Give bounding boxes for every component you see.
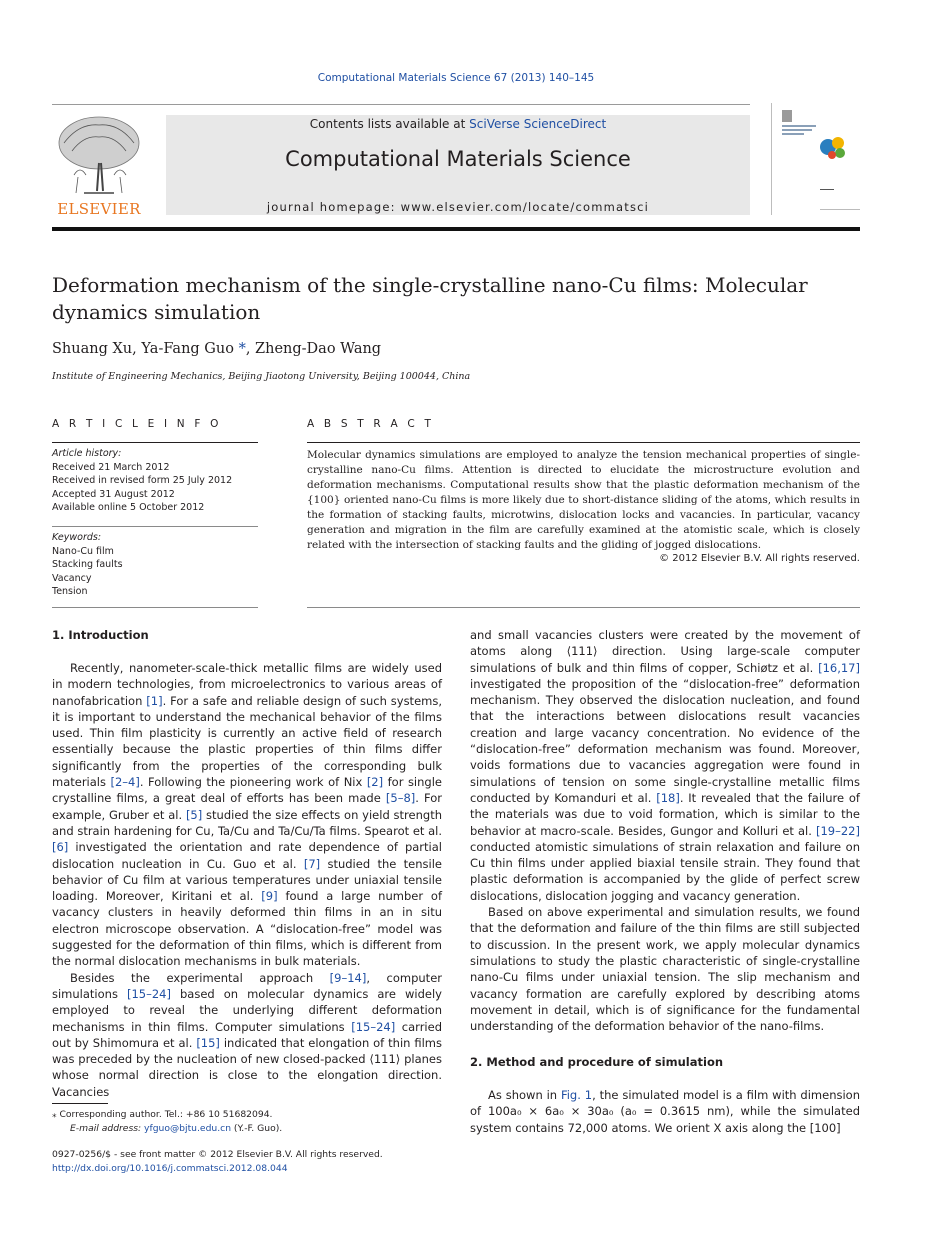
journal-cover-thumbnail: [771, 103, 860, 215]
text-run: based on molecular dynamics are widely employed to reveal the underlying different deformation mechanisms in thin films. Computer simulations: [52, 986, 442, 1034]
journal-cover-icon: [780, 107, 860, 213]
abstract-label: A B S T R A C T: [307, 418, 435, 430]
elsevier-tree-icon: [54, 113, 144, 197]
masthead-bottom-rule: [52, 227, 860, 231]
footnote-rule: [52, 1103, 108, 1104]
citation-link[interactable]: [2–4]: [110, 775, 140, 790]
keywords: [52, 531, 123, 599]
author-list: [52, 341, 381, 357]
text-run: carried out by Shimomura et al.: [52, 1019, 442, 1050]
keyword-item: Vacancy: [52, 572, 92, 584]
contents-prefix: Contents lists available at: [309, 117, 470, 131]
text-run: Besides the experimental approach: [70, 970, 330, 985]
abstract-copyright: © 2012 Elsevier B.V. All rights reserved.: [659, 553, 860, 564]
text-run: . Following the pioneering work of Nix: [139, 775, 367, 790]
citation-link[interactable]: [16,17]: [818, 660, 860, 675]
section-heading-introduction: 1. Introduction: [52, 628, 149, 642]
email-note: [52, 1122, 442, 1136]
doi-link[interactable]: http://dx.doi.org/10.1016/j.commatsci.2012.08.044: [52, 1163, 288, 1174]
citation-link[interactable]: [15–24]: [126, 986, 171, 1001]
citation-link[interactable]: [7]: [303, 856, 321, 871]
email-link[interactable]: yfguo@bjtu.edu.cn: [144, 1123, 232, 1134]
article-info-bottom-rule: [52, 607, 258, 608]
journal-homepage[interactable]: journal homepage: www.elsevier.com/locate/commatsci: [266, 200, 650, 214]
journal-citation[interactable]: Computational Materials Science 67 (2013) 140–145: [317, 72, 595, 84]
journal-banner: [166, 115, 750, 215]
corresponding-author-marker[interactable]: *: [233, 341, 246, 357]
article-info-rule: [52, 442, 258, 443]
text-run: . For example, Gruber et al.: [52, 791, 443, 822]
contents-line: [166, 117, 750, 131]
citation-link[interactable]: [15]: [196, 1035, 220, 1050]
article-history-heading: Article history:: [52, 448, 122, 459]
text-run: As shown in: [488, 1088, 561, 1102]
text-run: found a large number of vacancy clusters in heavily deformed thin films in an in situ electron microscope observation. A “dislocation-free” model was suggested for the deformation of thin films, which is different from the normal dislocation mechanisms in bulk materials.: [52, 889, 442, 969]
text-run: investigated the proposition of the “dislocation-free” deformation mechanism. They observed the dislocation nucleation, and found that the interactions between dislocations result vacancies creation and large vacancy concentration. No evidence of the “dislocation-free” deformation mechanism was found. Moreover, voids formations due to vacancies aggregation were found in simulations of tension on some single-crystalline metallic films conducted by Komanduri et al.: [470, 676, 860, 805]
keyword-item: Nano-Cu film: [52, 545, 114, 557]
keywords-rule: [52, 526, 258, 527]
citation-link[interactable]: [15–24]: [351, 1019, 396, 1034]
authors-first: Shuang Xu, Ya-Fang Guo: [52, 341, 234, 357]
text-run: studied the tensile behavior of Cu film at various temperatures under uniaxial tensile loading. Moreover, Kiritani et al.: [52, 856, 442, 904]
masthead: [52, 103, 860, 231]
figure-link[interactable]: Fig. 1: [560, 1088, 593, 1102]
text-run: studied the size effects on yield strength and strain hardening for Cu, Ta/Cu and Ta/Cu/Ta films. Spearot et al.: [52, 807, 442, 838]
keywords-heading: Keywords:: [52, 532, 102, 543]
history-online: Available online 5 October 2012: [52, 502, 205, 513]
intro-paragraph-4: Based on above experimental and simulation results, we found that the deformation and failure of the thin films are still subjected to discussion. In the present work, we apply molecular dynamics simulations to study the plastic characteristic of single-crystalline nano-Cu films under uniaxial tension. The slip mechanism and vacancy formation are carefully explored by describing atoms movement in detail, which is of significance for the fundamental understanding of the deformation behavior of the nano-films.: [470, 905, 860, 1034]
citation-link[interactable]: [9–14]: [329, 970, 367, 985]
text-run: , computer simulations: [52, 970, 442, 1001]
intro-paragraph-3: [470, 627, 860, 904]
text-run: indicated that elongation of thin films was preceded by the nucleation of new closed-packed ⟨111⟩ planes whose normal direction is close to the elongation direction. Vacancies: [52, 1035, 442, 1099]
authors-rest: , Zheng-Dao Wang: [245, 341, 382, 357]
history-revised: Received in revised form 25 July 2012: [52, 475, 233, 486]
sciencedirect-link[interactable]: SciVerse ScienceDirect: [469, 117, 607, 131]
right-column: [470, 627, 860, 1034]
journal-title: Computational Materials Science: [285, 147, 631, 171]
corresponding-author-note: ⁎ Corresponding author. Tel.: +86 10 51682094.: [52, 1109, 273, 1120]
citation-link[interactable]: [9]: [261, 889, 278, 904]
abstract-text: Molecular dynamics simulations are employed to analyze the tension mechanical properties of single-crystalline nano-Cu films. Attention is directed to elucidate the microstructure evolution and deformation mechanisms. Computational results show that the plastic deformation mechanism of the {100} oriented nano-Cu films is more likely due to short-distance sliding of the atoms, which results in the formation of stacking faults, microtwins, dislocation locks and vacancies. In particular, vacancy generation and migration in the film are carefully examined at the atomistic scale, which is closely related with the intersection of stacking faults and the gliding of jogged dislocations.: [307, 449, 860, 551]
elsevier-wordmark: ELSEVIER: [57, 200, 141, 218]
keyword-item: Stacking faults: [52, 559, 123, 570]
article-title: Deformation mechanism of the single-crystalline nano-Cu films: Molecular dynamics simulation: [52, 273, 808, 324]
text-run: . For a safe and reliable design of such systems, it is important to understand the mechanical behavior of the films used. Thin film plasticity is currently an active field of research essentially because the plastic properties of thin films differ significantly from the properties of the corresponding bulk materials: [52, 693, 442, 790]
history-received: Received 21 March 2012: [52, 461, 170, 473]
abstract-rule: [307, 442, 860, 443]
text-run: Recently, nanometer-scale-thick metallic films are widely used in modern technologies, from microelectronics to various areas of nanofabrication: [52, 661, 442, 708]
history-accepted: Accepted 31 August 2012: [52, 488, 175, 500]
abstract-bottom-rule: [307, 607, 860, 608]
intro-paragraph-1: [52, 660, 442, 970]
intro-paragraph-2: [52, 970, 442, 1100]
citation-link[interactable]: [6]: [52, 840, 69, 855]
article-history: [52, 447, 232, 515]
method-paragraph-1: [470, 1087, 860, 1136]
left-column: [52, 660, 442, 1100]
elsevier-logo: [52, 113, 146, 217]
text-run: investigated the orientation and rate dependence of partial dislocation nucleation in Cu. Guo et al.: [52, 840, 442, 871]
text-run: for single crystalline films, a great deal of efforts has been made: [52, 775, 442, 806]
article-info-label: A R T I C L E I N F O: [52, 418, 222, 430]
text-run: and small vacancies clusters were created by the movement of atoms along ⟨111⟩ direction. Using large-scale computer simulations of bulk and thin films of copper, Schiøtz et al.: [470, 628, 860, 675]
author-affiliation: Institute of Engineering Mechanics, Beijing Jiaotong University, Beijing 100044, China: [52, 371, 471, 382]
masthead-top-rule: [52, 104, 750, 105]
citation-link[interactable]: [18]: [656, 790, 680, 805]
citation-link[interactable]: [5]: [185, 807, 203, 822]
text-run: conducted atomistic simulations of strain relaxation and failure on Cu thin films under applied biaxial tensile strain. They found that plastic deformation is accompanied by the glide of perfect screw dislocations, dislocation jogging and vacancy generation.: [470, 839, 860, 903]
text-run: . It revealed that the failure of the materials was due to void formation, which is similar to the behavior at macro-scale. Besides, Gungor and Kolluri et al.: [470, 790, 860, 838]
footnotes: [52, 1103, 442, 1136]
citation-link[interactable]: [19–22]: [816, 823, 860, 838]
email-suffix: (Y.-F. Guo).: [231, 1123, 283, 1134]
citation-link[interactable]: [1]: [146, 693, 163, 708]
text-run: , the simulated model is a film with dimension of 100a₀ × 6a₀ × 30a₀ (a₀ = 0.3615 nm), while the simulated system contains 72,000 atoms. We orient X axis along the [100]: [470, 1088, 860, 1135]
email-label: E-mail address:: [70, 1123, 145, 1134]
citation-link[interactable]: [2]: [366, 775, 384, 790]
citation-link[interactable]: [5–8]: [385, 791, 416, 806]
method-text: [470, 1087, 860, 1136]
bottom-info: [52, 1148, 383, 1176]
issn-line: 0927-0256/$ - see front matter © 2012 Elsevier B.V. All rights reserved.: [52, 1149, 383, 1160]
section-heading-method: 2. Method and procedure of simulation: [470, 1055, 724, 1069]
keyword-item: Tension: [52, 586, 88, 597]
